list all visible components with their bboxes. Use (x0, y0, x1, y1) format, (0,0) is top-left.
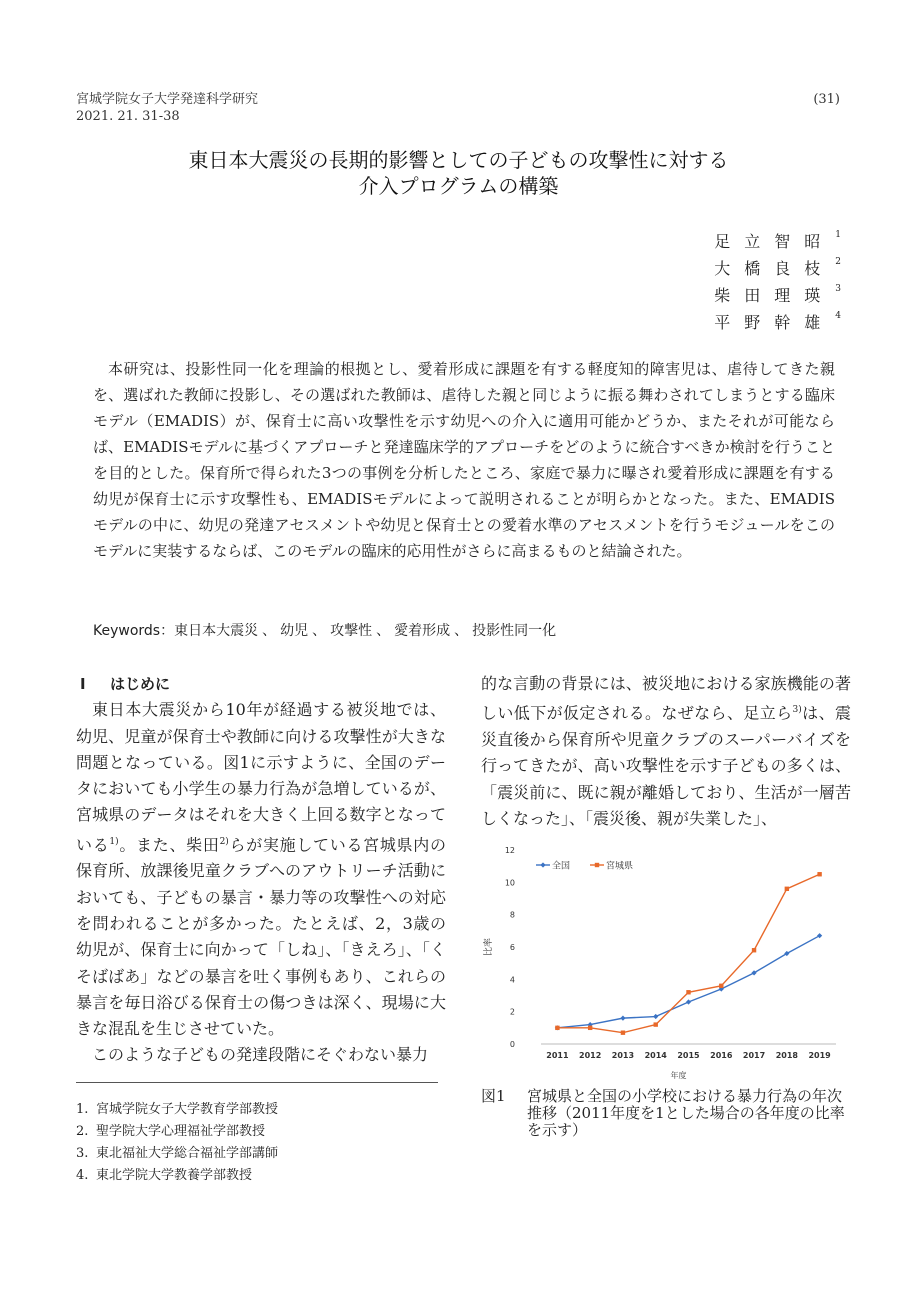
page-number: (31) (813, 92, 840, 107)
body-paragraph (76, 697, 446, 1042)
x-tick-label: 2014 (644, 1051, 667, 1060)
footnote (76, 1165, 278, 1187)
x-tick-label: 2015 (677, 1051, 700, 1060)
figure-caption-text: 宮城県と全国の小学校における暴力行為の年次推移（2011年度を1とした場合の各年度の比率を示す） (527, 1087, 845, 1139)
keyword: 攻撃性 (330, 623, 373, 639)
body-right-column (481, 671, 851, 832)
x-tick-label: 2019 (808, 1051, 831, 1060)
footnote-number: 2. (76, 1124, 89, 1139)
y-tick-label: 10 (504, 878, 515, 888)
footnote (76, 1099, 278, 1121)
paragraph-text: 東日本大震災から10年が経過する被災地では、幼児、児童が保育士や教師に向ける攻撃性が大きな問題となっている。図1に示すように、全国のデータにおいても小学生の暴力行為が急増しているが、宮城県のデータはそれを大きく上回る数字となっている (76, 700, 446, 855)
y-tick-label: 0 (509, 1040, 515, 1049)
data-point (620, 1016, 625, 1021)
data-point (686, 990, 690, 994)
y-tick-label: 4 (509, 975, 515, 985)
x-tick-label: 2017 (742, 1051, 766, 1060)
abstract (93, 356, 835, 564)
author (714, 309, 841, 336)
author (714, 228, 841, 255)
data-point (752, 948, 756, 952)
footnote-number: 1. (76, 1102, 89, 1117)
abstract-text: 本研究は、投影性同一化を理論的根拠とし、愛着形成に課題を有する軽度知的障害児は、虐待してきた親を、選ばれた教師に投影し、その選ばれた教師は、虐待した親と同じように振る舞わされてしまうとする臨床モデル（EMADIS）が、保育士に高い攻撃性を示す幼児への介入に適用可能かどうか、またそれが可能ならば、EMADISモデルに基づくアプローチと発達臨床学的アプローチをどのように統合すべきか検討を行うことを目的とした。保育所で得られた3つの事例を分析したところ、家庭で暴力に曝され愛着形成に課題を有する幼児が保育士に示す攻撃性も、EMADISモデルによって説明されることが明らかとなった。また、EMADISモデルの中に、幼児の発達アセスメントや幼児と保育士との愛着水準のアセスメントを行うモジュールをこのモデルに実装するならば、このモデルの臨床的応用性がさらに高まるものと結論された。 (93, 360, 835, 560)
x-axis-label: 年度 (670, 1071, 687, 1080)
data-point (555, 1026, 559, 1030)
keywords: Keywords：東日本大震災 、 幼児 、 攻撃性 、 愛着形成 、 投影性同一化 (93, 623, 557, 639)
author-name: 柴田理瑛 (714, 286, 835, 305)
y-tick-label: 2 (509, 1007, 515, 1017)
author-affiliation-mark: 2 (835, 257, 841, 267)
body-paragraph: このような子どもの発達段階にそぐわない暴力 (92, 1045, 429, 1065)
x-tick-label: 2018 (775, 1051, 798, 1060)
data-point (621, 1030, 625, 1034)
footnote-number: 3. (76, 1146, 89, 1161)
paragraph-text: 。また、柴田 (118, 835, 220, 855)
section-title: はじめに (110, 675, 171, 693)
legend-label: 全国 (552, 861, 571, 872)
data-point (785, 887, 789, 891)
author-affiliation-mark: 1 (835, 230, 841, 240)
journal-volume: 2021. 21. 31-38 (76, 109, 180, 124)
paragraph-text: らが実施している宮城県内の保育所、放課後児童クラブへのアウトリーチ活動においても、子どもの暴言・暴力等の攻撃性への対応を問われることが多かった。たとえば、2，3歳の幼児が、保育士に向かって「しね」、「きえろ」、「くそばばあ」などの暴言を吐く事例もあり、これらの暴言を毎日浴びる保育士の傷つきは深く、現場に大きな混乱を生じさせていた。 (76, 835, 446, 1039)
series-line (557, 874, 819, 1032)
journal-name: 宮城学院女子大学発達科学研究 (76, 92, 259, 107)
data-point (654, 1022, 658, 1026)
author-name: 足立智昭 (714, 232, 835, 251)
author (714, 255, 841, 282)
keyword: 幼児 (280, 623, 309, 639)
author-affiliation-mark: 4 (835, 311, 841, 321)
keywords-label: Keywords： (93, 623, 175, 639)
title-line-1: 東日本大震災の長期的影響としての子どもの攻撃性に対する (188, 148, 729, 172)
figure-caption (481, 1088, 851, 1139)
author-name: 大橋良枝 (714, 259, 835, 278)
citation-ref: 1) (109, 836, 119, 847)
footnote (76, 1143, 278, 1165)
footnotes (76, 1099, 278, 1187)
keyword: 投影性同一化 (472, 623, 557, 639)
author-name: 平野幹雄 (714, 313, 835, 332)
body-paragraph (481, 671, 851, 832)
paragraph-text: は、震災直後から保育所や児童クラブのスーパーバイズを行ってきたが、高い攻撃性を示す子どもの多くは、「震災前に、既に親が離婚しており、生活が一層苦しくなった」、「震災後、親が失業した」、 (481, 703, 851, 828)
section-heading (76, 671, 446, 697)
data-point (588, 1026, 592, 1030)
body-left-column (76, 671, 446, 1069)
legend-label: 宮城県 (606, 861, 634, 872)
paper-title (0, 147, 917, 199)
legend-marker (595, 863, 599, 867)
title-line-2: 介入プログラムの構築 (358, 174, 559, 198)
citation-ref: 2) (219, 836, 229, 847)
figure-label: 図1 (481, 1087, 506, 1105)
data-point (817, 933, 822, 938)
series-line (557, 936, 819, 1028)
legend-marker (540, 862, 545, 867)
section-number: I (80, 675, 86, 693)
footnote-text: 宮城学院女子大学教育学部教授 (96, 1102, 279, 1117)
x-tick-label: 2012 (579, 1051, 602, 1060)
keyword: 愛着形成 (394, 623, 451, 639)
footnote (76, 1121, 278, 1143)
y-tick-label: 12 (504, 846, 515, 855)
y-tick-label: 8 (509, 910, 515, 920)
author (714, 282, 841, 309)
data-point (653, 1014, 658, 1019)
footnote-divider (76, 1082, 438, 1083)
footnote-text: 東北学院大学教養学部教授 (96, 1168, 253, 1183)
data-point (686, 999, 691, 1004)
author-list (714, 228, 841, 336)
x-tick-label: 2013 (611, 1051, 635, 1060)
keyword: 東日本大震災 (174, 623, 259, 639)
footnote-text: 聖学院大学心理福祉学部教授 (96, 1124, 266, 1139)
data-point (719, 984, 723, 988)
footnote-text: 東北福祉大学総合福祉学部講師 (96, 1146, 279, 1161)
author-affiliation-mark: 3 (835, 284, 841, 294)
paragraph-text: 的な言動の背景には、被災地における家族機能の著しい低下が仮定される。なぜなら、足立ら (481, 674, 851, 723)
footnote-number: 4. (76, 1168, 89, 1183)
x-tick-label: 2016 (710, 1051, 733, 1060)
data-point (817, 872, 821, 876)
x-tick-label: 2011 (546, 1051, 569, 1060)
citation-ref: 3) (792, 705, 802, 716)
line-chart (481, 838, 851, 1088)
y-tick-label: 6 (509, 943, 515, 952)
y-axis-label: 比率 (484, 937, 494, 957)
